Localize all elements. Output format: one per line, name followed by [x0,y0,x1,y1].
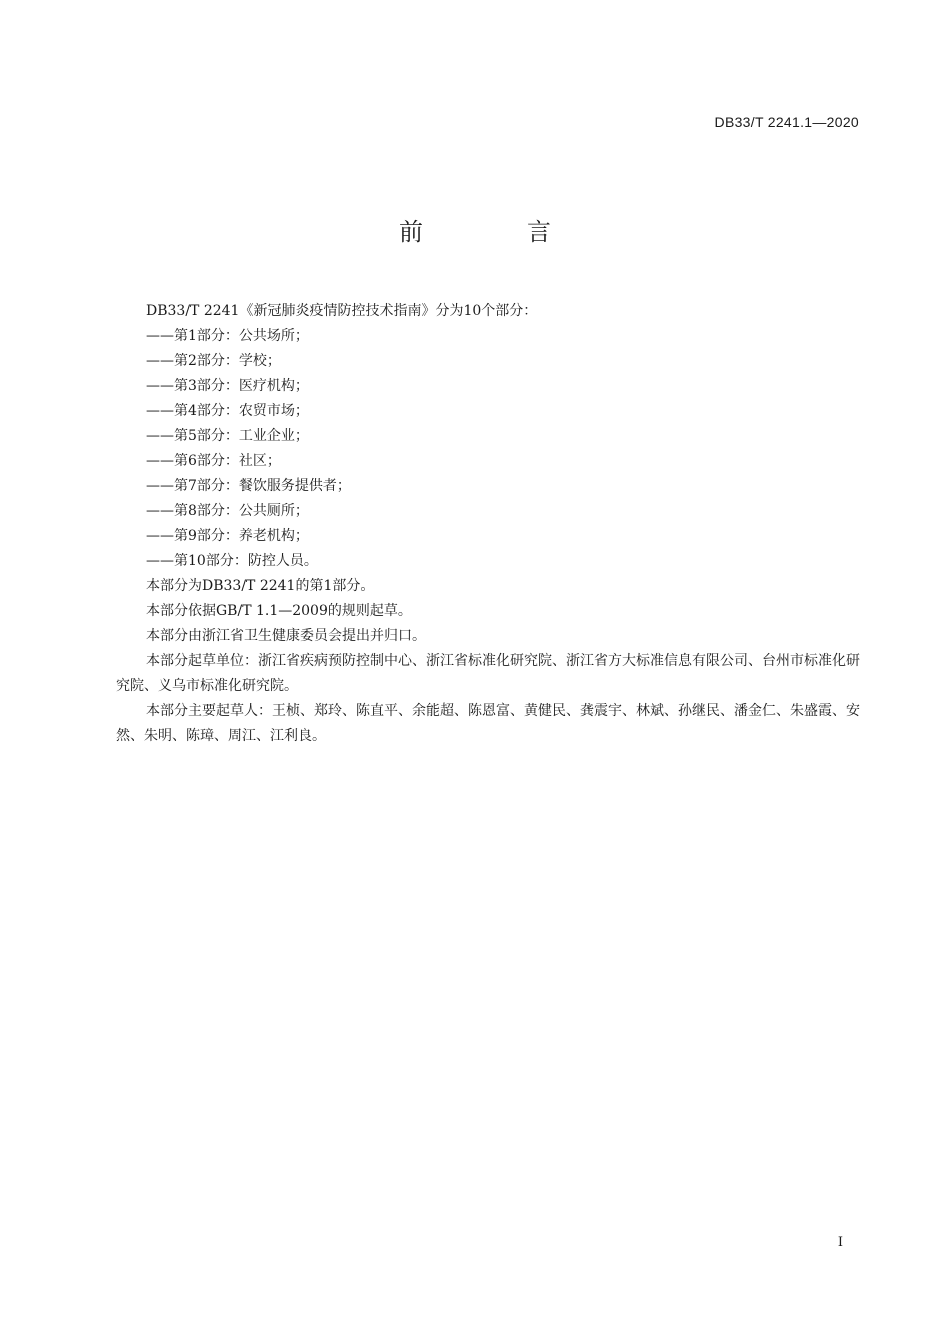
list-item-part-6: ——第6部分：社区； [146,453,281,469]
list-item-part-1: ——第1部分：公共场所； [146,328,309,344]
paragraph-drafting-rules: 本部分依据GB/T 1.1—2009的规则起草。 [146,603,412,619]
paragraph-intro: DB33/T 2241《新冠肺炎疫情防控技术指南》分为10个部分： [146,303,538,319]
paragraph-proposer: 本部分由浙江省卫生健康委员会提出并归口。 [146,628,426,644]
paragraph-part-statement: 本部分为DB33/T 2241的第1部分。 [146,578,375,594]
list-item-part-9: ——第9部分：养老机构； [146,528,309,544]
list-item-part-3: ——第3部分：医疗机构； [146,378,309,394]
list-item-part-4: ——第4部分：农贸市场； [146,403,309,419]
list-item-part-2: ——第2部分：学校； [146,353,281,369]
page-number: I [837,1235,843,1250]
list-item-part-7: ——第7部分：餐饮服务提供者； [146,478,351,494]
list-item-part-10: ——第10部分：防控人员。 [146,553,318,569]
foreword-body [116,299,860,749]
document-code: DB33/T 2241.1—2020 [714,114,859,130]
list-item-part-5: ——第5部分：工业企业； [146,428,309,444]
list-item-part-8: ——第8部分：公共厕所； [146,503,309,519]
paragraph-drafters: 本部分主要起草人：王桢、郑玲、陈直平、余能超、陈恩富、黄健民、龚震宇、林斌、孙继民、潘金仁、朱盛霞、安然、朱明、陈璋、周江、江利良。 [116,703,860,744]
page-title: 前 言 [399,218,591,246]
paragraph-drafting-units: 本部分起草单位：浙江省疾病预防控制中心、浙江省标准化研究院、浙江省方大标准信息有限公司、台州市标准化研究院、义乌市标准化研究院。 [116,653,860,694]
